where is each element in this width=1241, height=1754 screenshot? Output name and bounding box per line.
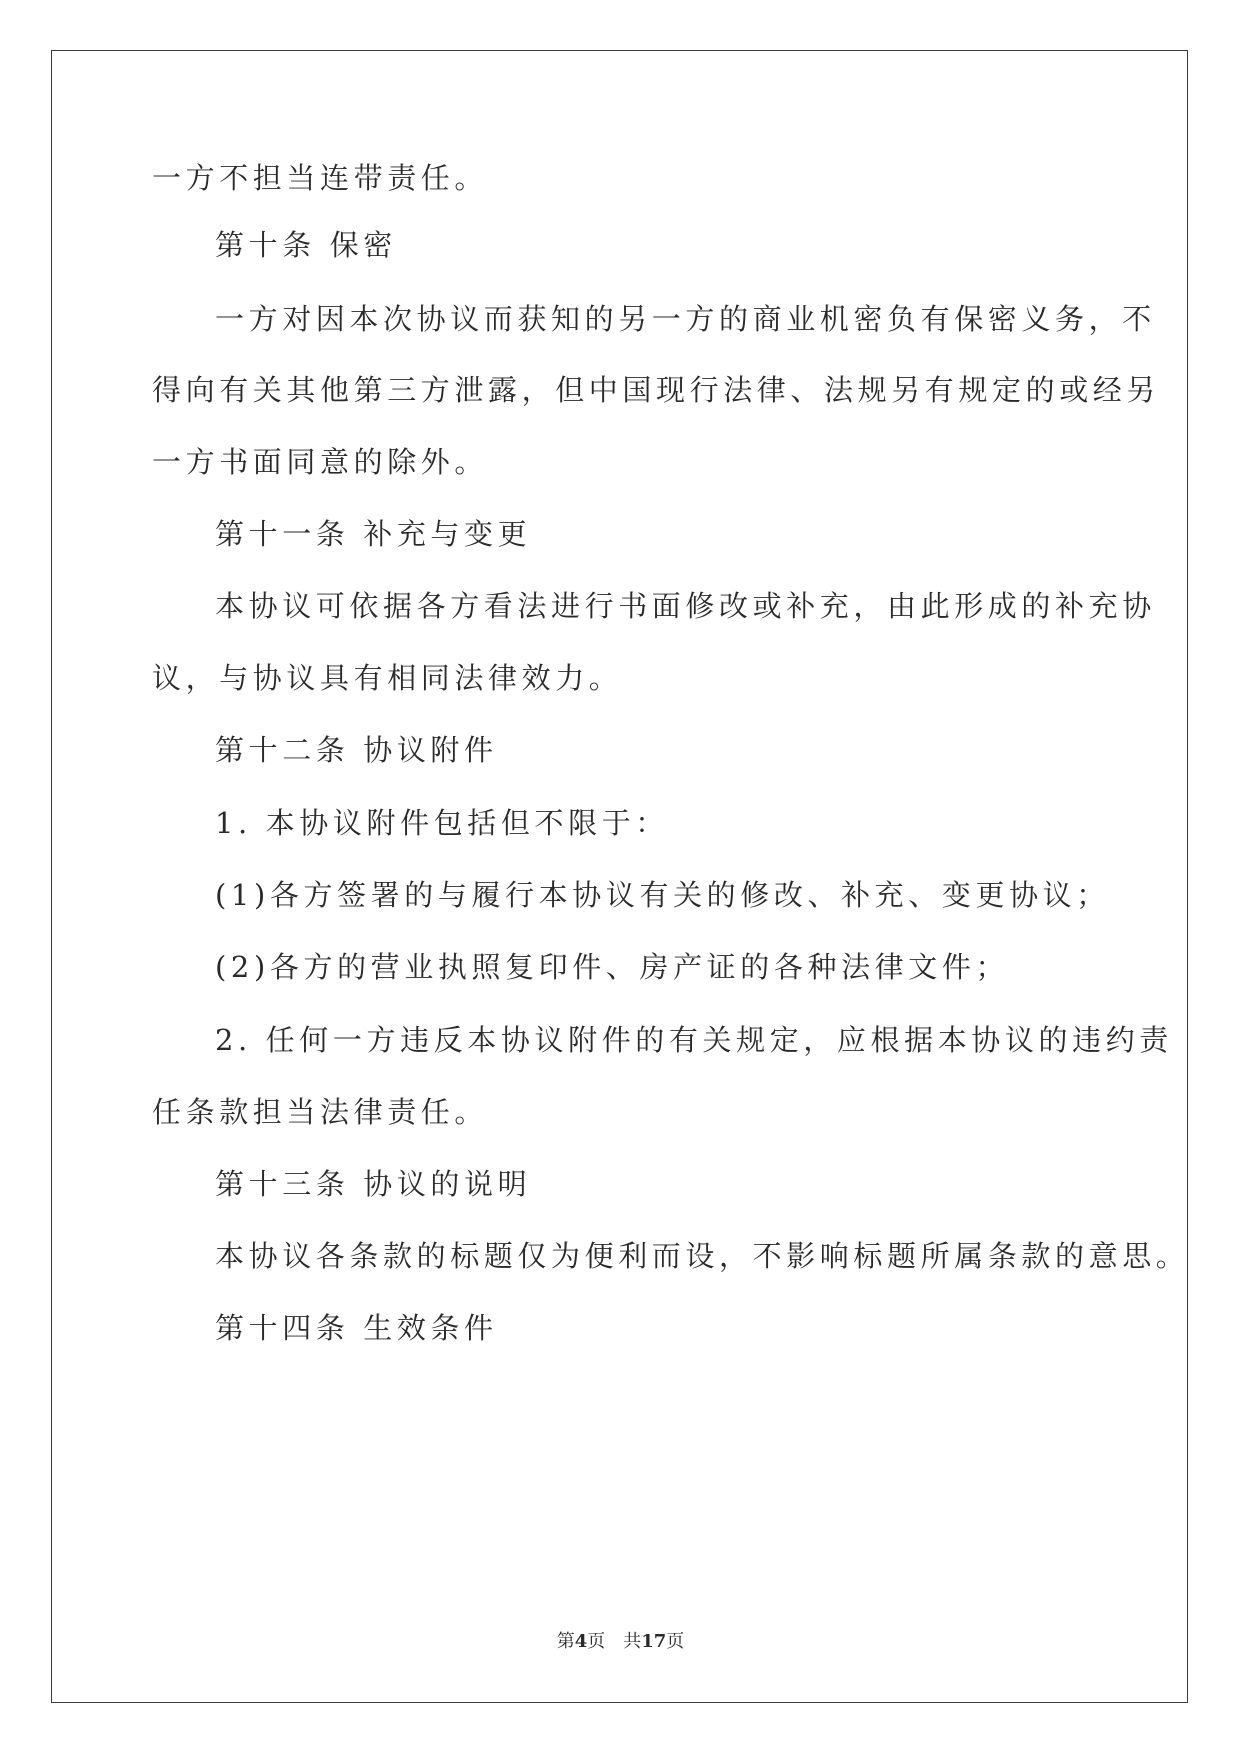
body-text-line: 任条款担当法律责任。 <box>152 1095 489 1129</box>
list-item: (1)各方签署的与履行本协议有关的修改、补充、变更协议； <box>215 878 1110 912</box>
body-text-line: 本协议可依据各方看法进行书面修改或补充，由此形成的补充协 <box>215 589 1156 623</box>
article-heading: 第十四条 生效条件 <box>215 1311 498 1345</box>
list-item: (2)各方的营业执照复印件、房产证的各种法律文件； <box>215 950 1010 984</box>
page-prefix: 第 <box>556 1631 575 1652</box>
page-footer <box>0 1630 1241 1654</box>
body-text-line: 得向有关其他第三方泄露，但中国现行法律、法规另有规定的或经另 <box>152 373 1161 407</box>
article-heading: 第十二条 协议附件 <box>215 733 498 767</box>
page-suffix: 页 <box>587 1631 606 1652</box>
body-text-line: 本协议各条款的标题仅为便利而设，不影响标题所属条款的意思。 <box>215 1239 1190 1273</box>
total-suffix: 页 <box>666 1631 685 1652</box>
article-heading: 第十一条 补充与变更 <box>215 517 532 551</box>
total-prefix: 共 <box>623 1631 642 1652</box>
page-number-total: 17 <box>641 1631 667 1652</box>
article-heading: 第十条 保密 <box>215 228 397 262</box>
page-number-current: 4 <box>574 1631 588 1652</box>
body-text-line: 一方不担当连带责任。 <box>152 161 489 195</box>
body-text-line: 一方书面同意的除外。 <box>152 445 489 479</box>
body-text-line: 议，与协议具有相同法律效力。 <box>152 661 623 695</box>
list-item: 1. 本协议附件包括但不限于： <box>215 806 669 840</box>
list-item: 2. 任何一方违反本协议附件的有关规定，应根据本协议的违约责 <box>215 1023 1173 1057</box>
body-text-line: 一方对因本次协议而获知的另一方的商业机密负有保密义务，不 <box>215 302 1156 336</box>
article-heading: 第十三条 协议的说明 <box>215 1167 532 1201</box>
